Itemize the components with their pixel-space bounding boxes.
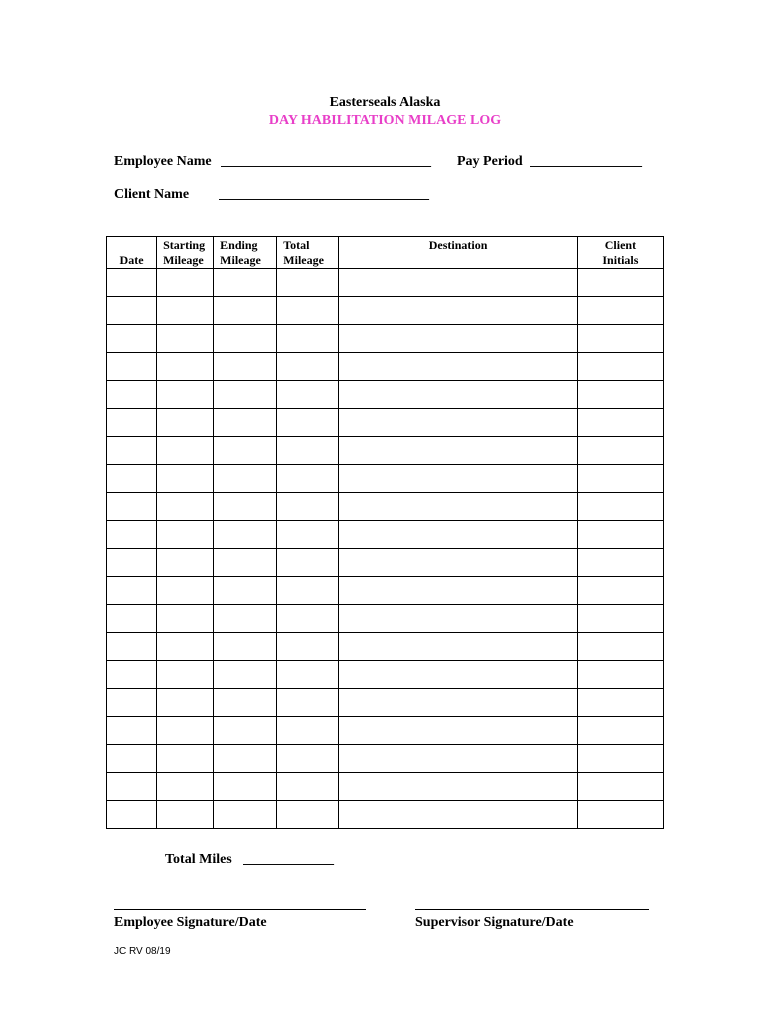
destination-cell[interactable] [339, 717, 577, 745]
table-row [107, 633, 664, 661]
starting-mileage-cell[interactable] [157, 493, 214, 521]
employee-name-label: Employee Name [114, 154, 212, 169]
client-initials-cell[interactable] [577, 633, 663, 661]
column-header-client-initials: Client Initials [577, 237, 663, 269]
ending-mileage-cell[interactable] [214, 605, 277, 633]
table-header-row [107, 237, 664, 269]
client-initials-cell[interactable] [577, 325, 663, 353]
starting-mileage-cell[interactable] [157, 633, 214, 661]
total-mileage-cell[interactable] [277, 773, 339, 801]
date-cell[interactable] [107, 745, 157, 773]
starting-mileage-cell[interactable] [157, 801, 214, 829]
starting-mileage-cell[interactable] [157, 773, 214, 801]
date-cell[interactable] [107, 801, 157, 829]
table-row [107, 605, 664, 633]
supervisor-signature-label: Supervisor Signature/Date [415, 915, 574, 930]
total-mileage-cell[interactable] [277, 297, 339, 325]
client-initials-cell[interactable] [577, 605, 663, 633]
ending-mileage-cell[interactable] [214, 437, 277, 465]
total-mileage-cell[interactable] [277, 745, 339, 773]
ending-mileage-cell[interactable] [214, 297, 277, 325]
table-row [107, 773, 664, 801]
employee-signature-label: Employee Signature/Date [114, 915, 267, 930]
table-row [107, 493, 664, 521]
date-cell[interactable] [107, 521, 157, 549]
ending-mileage-cell[interactable] [214, 633, 277, 661]
ending-mileage-cell[interactable] [214, 745, 277, 773]
revision-code: JC RV 08/19 [114, 946, 171, 957]
starting-mileage-cell[interactable] [157, 577, 214, 605]
date-cell[interactable] [107, 605, 157, 633]
client-initials-cell[interactable] [577, 437, 663, 465]
table-row [107, 521, 664, 549]
ending-mileage-cell[interactable] [214, 381, 277, 409]
starting-mileage-cell[interactable] [157, 409, 214, 437]
total-mileage-cell[interactable] [277, 633, 339, 661]
destination-cell[interactable] [339, 689, 577, 717]
total-mileage-cell[interactable] [277, 465, 339, 493]
client-initials-cell[interactable] [577, 269, 663, 297]
date-cell[interactable] [107, 577, 157, 605]
table-row [107, 269, 664, 297]
total-mileage-cell[interactable] [277, 353, 339, 381]
client-initials-cell[interactable] [577, 717, 663, 745]
total-mileage-cell[interactable] [277, 689, 339, 717]
destination-cell[interactable] [339, 381, 577, 409]
table-row [107, 717, 664, 745]
table-row [107, 745, 664, 773]
table-row [107, 661, 664, 689]
total-miles-field[interactable]: _____________ [243, 852, 334, 867]
client-initials-cell[interactable] [577, 297, 663, 325]
starting-mileage-cell[interactable] [157, 297, 214, 325]
total-miles-label: Total Miles [165, 852, 232, 867]
destination-cell[interactable] [339, 801, 577, 829]
destination-cell[interactable] [339, 297, 577, 325]
ending-mileage-cell[interactable] [214, 689, 277, 717]
destination-cell[interactable] [339, 437, 577, 465]
date-cell[interactable] [107, 409, 157, 437]
client-initials-cell[interactable] [577, 773, 663, 801]
date-cell[interactable] [107, 353, 157, 381]
ending-mileage-cell[interactable] [214, 353, 277, 381]
starting-mileage-cell[interactable] [157, 353, 214, 381]
ending-mileage-cell[interactable] [214, 521, 277, 549]
table-row [107, 409, 664, 437]
form-title: DAY HABILITATION MILAGE LOG [268, 113, 502, 128]
total-mileage-cell[interactable] [277, 577, 339, 605]
ending-mileage-cell[interactable] [214, 269, 277, 297]
date-cell[interactable] [107, 297, 157, 325]
employee-name-field[interactable]: ______________________________ [221, 154, 431, 169]
starting-mileage-cell[interactable] [157, 381, 214, 409]
table-row [107, 801, 664, 829]
destination-cell[interactable] [339, 325, 577, 353]
ending-mileage-cell[interactable] [214, 773, 277, 801]
table-row [107, 353, 664, 381]
client-initials-cell[interactable] [577, 381, 663, 409]
destination-cell[interactable] [339, 773, 577, 801]
destination-cell[interactable] [339, 353, 577, 381]
date-cell[interactable] [107, 633, 157, 661]
table-row [107, 381, 664, 409]
ending-mileage-cell[interactable] [214, 493, 277, 521]
destination-cell[interactable] [339, 493, 577, 521]
ending-mileage-cell[interactable] [214, 717, 277, 745]
date-cell[interactable] [107, 661, 157, 689]
client-initials-cell[interactable] [577, 661, 663, 689]
date-cell[interactable] [107, 493, 157, 521]
pay-period-field[interactable]: ________________ [530, 154, 642, 169]
pay-period-label: Pay Period [457, 154, 523, 169]
client-name-field[interactable]: ______________________________ [219, 187, 429, 202]
table-row [107, 549, 664, 577]
destination-cell[interactable] [339, 661, 577, 689]
client-initials-cell[interactable] [577, 549, 663, 577]
total-mileage-cell[interactable] [277, 717, 339, 745]
column-header-total-mileage: Total Mileage [277, 237, 339, 269]
table-row [107, 689, 664, 717]
column-header-starting-mileage: Starting Mileage [157, 237, 214, 269]
table-row [107, 577, 664, 605]
table-row [107, 465, 664, 493]
total-mileage-cell[interactable] [277, 549, 339, 577]
starting-mileage-cell[interactable] [157, 745, 214, 773]
client-initials-cell[interactable] [577, 465, 663, 493]
ending-mileage-cell[interactable] [214, 325, 277, 353]
destination-cell[interactable] [339, 605, 577, 633]
table-row [107, 437, 664, 465]
employee-signature-line[interactable] [114, 899, 366, 910]
table-row [107, 325, 664, 353]
total-mileage-cell[interactable] [277, 269, 339, 297]
date-cell[interactable] [107, 381, 157, 409]
table-body [107, 269, 664, 829]
destination-cell[interactable] [339, 521, 577, 549]
column-header-destination: Destination [339, 237, 577, 269]
client-initials-cell[interactable] [577, 493, 663, 521]
destination-cell[interactable] [339, 549, 577, 577]
ending-mileage-cell[interactable] [214, 801, 277, 829]
client-initials-cell[interactable] [577, 689, 663, 717]
starting-mileage-cell[interactable] [157, 689, 214, 717]
client-initials-cell[interactable] [577, 577, 663, 605]
date-cell[interactable] [107, 437, 157, 465]
supervisor-signature-line[interactable] [415, 899, 649, 910]
organization-name: Easterseals Alaska [329, 95, 441, 110]
date-cell[interactable] [107, 717, 157, 745]
total-mileage-cell[interactable] [277, 381, 339, 409]
starting-mileage-cell[interactable] [157, 521, 214, 549]
ending-mileage-cell[interactable] [214, 465, 277, 493]
destination-cell[interactable] [339, 409, 577, 437]
starting-mileage-cell[interactable] [157, 325, 214, 353]
starting-mileage-cell[interactable] [157, 269, 214, 297]
total-mileage-cell[interactable] [277, 437, 339, 465]
starting-mileage-cell[interactable] [157, 549, 214, 577]
client-initials-cell[interactable] [577, 409, 663, 437]
total-mileage-cell[interactable] [277, 605, 339, 633]
total-mileage-cell[interactable] [277, 521, 339, 549]
starting-mileage-cell[interactable] [157, 605, 214, 633]
client-name-label: Client Name [114, 187, 190, 202]
ending-mileage-cell[interactable] [214, 409, 277, 437]
client-initials-cell[interactable] [577, 745, 663, 773]
table-row [107, 297, 664, 325]
total-mileage-cell[interactable] [277, 801, 339, 829]
destination-cell[interactable] [339, 465, 577, 493]
starting-mileage-cell[interactable] [157, 661, 214, 689]
client-initials-cell[interactable] [577, 353, 663, 381]
ending-mileage-cell[interactable] [214, 661, 277, 689]
destination-cell[interactable] [339, 633, 577, 661]
ending-mileage-cell[interactable] [214, 549, 277, 577]
date-cell[interactable] [107, 773, 157, 801]
client-initials-cell[interactable] [577, 801, 663, 829]
total-mileage-cell[interactable] [277, 493, 339, 521]
date-cell[interactable] [107, 269, 157, 297]
destination-cell[interactable] [339, 577, 577, 605]
destination-cell[interactable] [339, 269, 577, 297]
date-cell[interactable] [107, 465, 157, 493]
ending-mileage-cell[interactable] [214, 577, 277, 605]
date-cell[interactable] [107, 689, 157, 717]
mileage-log-table [106, 236, 664, 829]
starting-mileage-cell[interactable] [157, 717, 214, 745]
column-header-date: Date [107, 237, 157, 269]
starting-mileage-cell[interactable] [157, 465, 214, 493]
total-mileage-cell[interactable] [277, 409, 339, 437]
column-header-ending-mileage: Ending Mileage [214, 237, 277, 269]
destination-cell[interactable] [339, 745, 577, 773]
client-initials-cell[interactable] [577, 521, 663, 549]
date-cell[interactable] [107, 325, 157, 353]
date-cell[interactable] [107, 549, 157, 577]
total-mileage-cell[interactable] [277, 661, 339, 689]
starting-mileage-cell[interactable] [157, 437, 214, 465]
total-mileage-cell[interactable] [277, 325, 339, 353]
